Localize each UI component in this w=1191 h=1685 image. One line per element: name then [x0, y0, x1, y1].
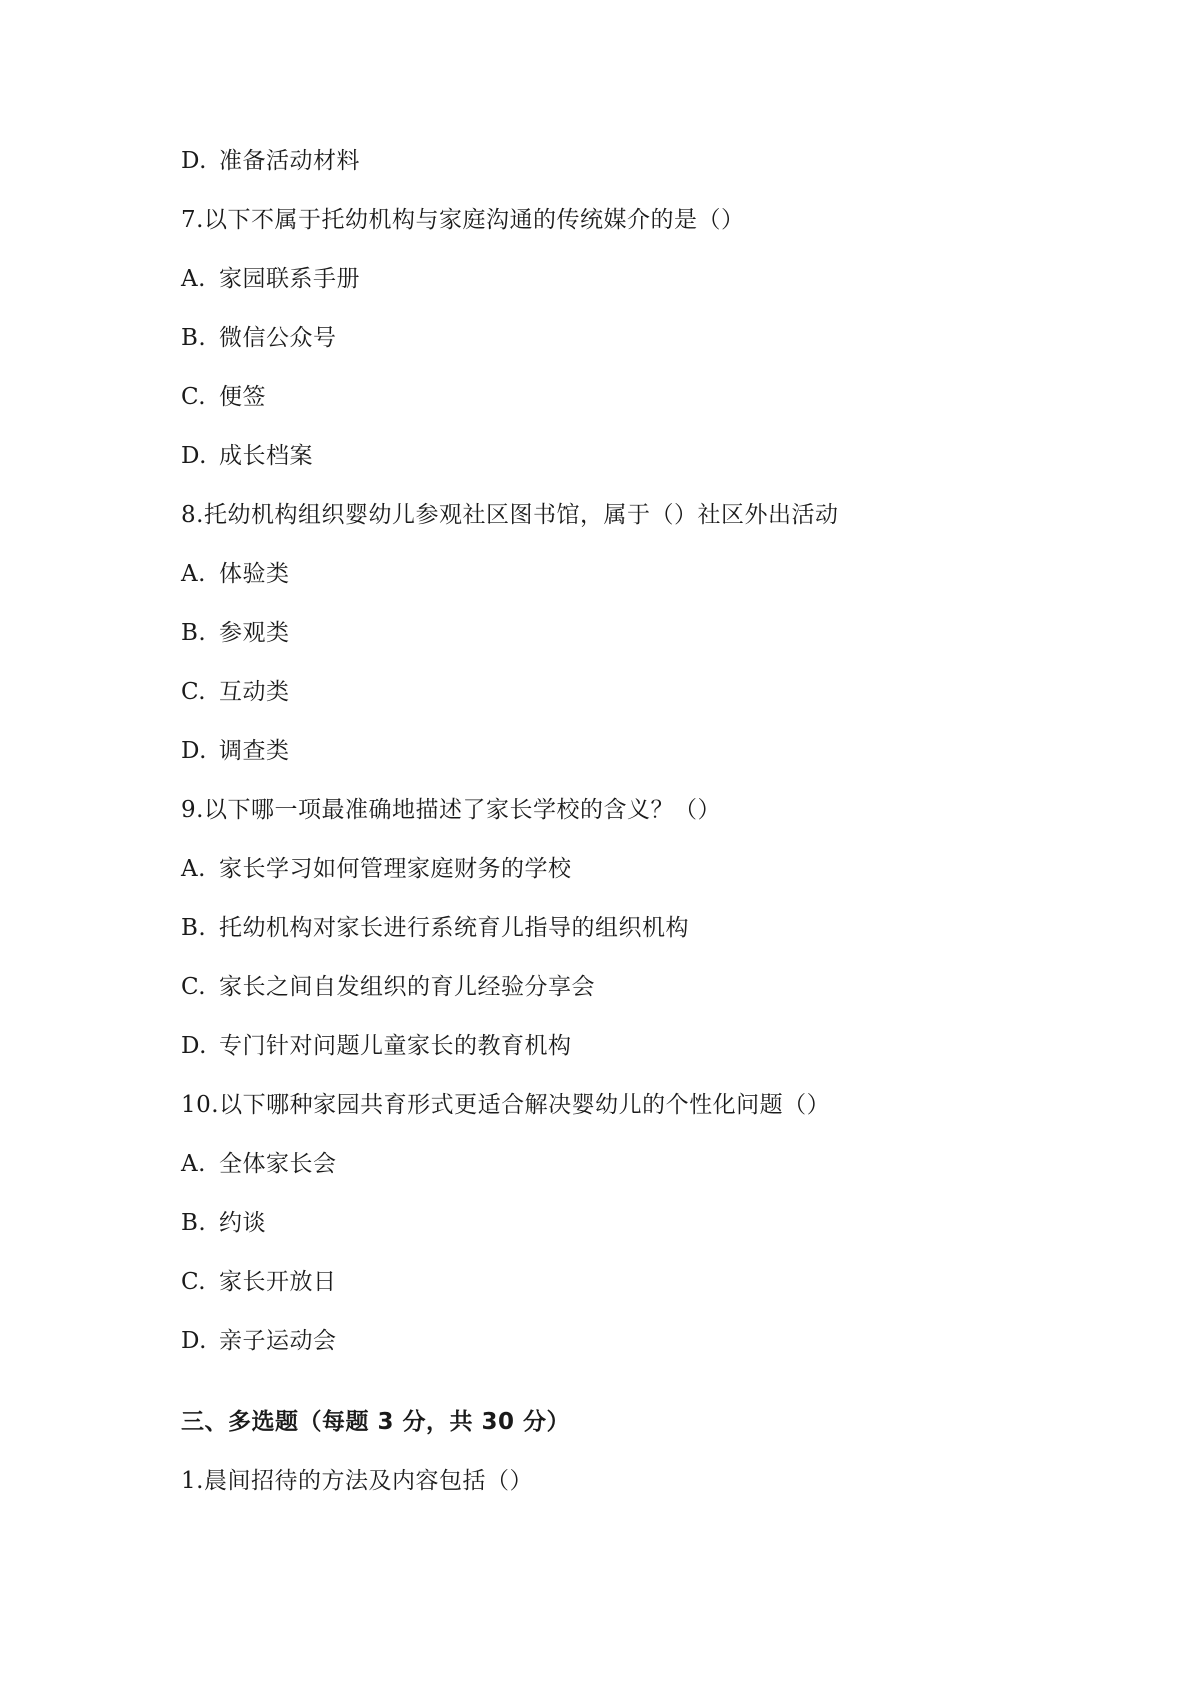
- option-text: 约谈: [219, 1210, 266, 1236]
- option-a: [181, 264, 360, 294]
- question-9: 9.以下哪一项最准确地描述了家长学校的含义？（）: [181, 797, 721, 823]
- option-letter: A.: [181, 561, 206, 587]
- option-text: 体验类: [219, 561, 290, 587]
- option-letter: B.: [181, 620, 207, 646]
- option-text: 互动类: [219, 679, 290, 705]
- option-letter: D.: [181, 1033, 207, 1059]
- option-b: [181, 618, 290, 648]
- option-text: 家长开放日: [219, 1269, 337, 1295]
- option-b: [181, 323, 337, 353]
- option-letter: C.: [181, 1269, 207, 1295]
- option-letter: D.: [181, 443, 207, 469]
- question-7: 7.以下不属于托幼机构与家庭沟通的传统媒介的是（）: [181, 207, 745, 233]
- option-b: [181, 1208, 266, 1238]
- option-letter: B.: [181, 915, 207, 941]
- option-c: [181, 972, 595, 1002]
- option-letter: D.: [181, 148, 207, 174]
- option-text: 调查类: [219, 738, 290, 764]
- option-letter: B.: [181, 325, 207, 351]
- option-d: [181, 736, 290, 766]
- option-text: 参观类: [219, 620, 290, 646]
- option-letter: C.: [181, 384, 207, 410]
- option-a: [181, 854, 572, 884]
- section-heading: 三、多选题（每题 3 分，共 30 分）: [181, 1409, 571, 1435]
- option-text: 微信公众号: [219, 325, 337, 351]
- option-d: [181, 441, 313, 471]
- option-letter: D.: [181, 738, 207, 764]
- option-text: 托幼机构对家长进行系统育儿指导的组织机构: [219, 915, 689, 941]
- option-text: 亲子运动会: [219, 1328, 337, 1354]
- option-c: [181, 677, 290, 707]
- option-letter: B.: [181, 1210, 207, 1236]
- option-a: [181, 559, 290, 589]
- option-letter: C.: [181, 679, 207, 705]
- option-a: [181, 1149, 337, 1179]
- option-d: [181, 1031, 572, 1061]
- option-text: 家长学习如何管理家庭财务的学校: [219, 856, 572, 882]
- option-text: 成长档案: [219, 443, 313, 469]
- option-text: 全体家长会: [219, 1151, 337, 1177]
- option-b: [181, 913, 689, 943]
- option-letter: C.: [181, 974, 207, 1000]
- option-text: 专门针对问题儿童家长的教育机构: [219, 1033, 572, 1059]
- option-letter: A.: [181, 266, 206, 292]
- option-text: 便签: [219, 384, 266, 410]
- option-d: [181, 1326, 337, 1356]
- option-letter: D.: [181, 1328, 207, 1354]
- option-text: 家园联系手册: [219, 266, 360, 292]
- option-text: 家长之间自发组织的育儿经验分享会: [219, 974, 595, 1000]
- option-d: [181, 146, 360, 176]
- option-text: 准备活动材料: [219, 148, 360, 174]
- question-10: 10.以下哪种家园共育形式更适合解决婴幼儿的个性化问题（）: [181, 1092, 831, 1118]
- option-c: [181, 1267, 337, 1297]
- option-letter: A.: [181, 856, 206, 882]
- option-letter: A.: [181, 1151, 206, 1177]
- option-c: [181, 382, 266, 412]
- question-1: 1.晨间招待的方法及内容包括（）: [181, 1468, 533, 1494]
- question-8: 8.托幼机构组织婴幼儿参观社区图书馆，属于（）社区外出活动: [181, 502, 839, 528]
